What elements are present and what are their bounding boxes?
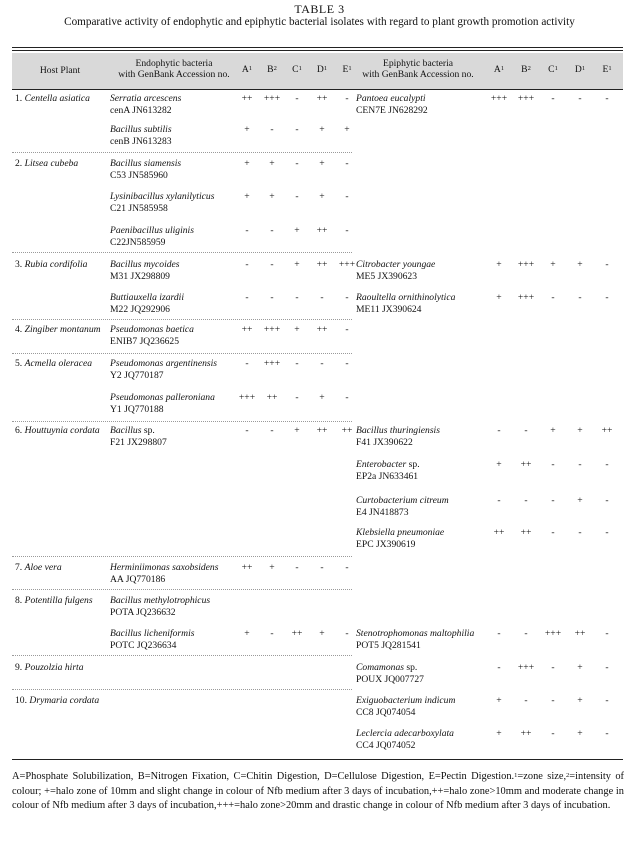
footnote-sup1: 1 [514, 772, 518, 779]
header-col-letter: E [342, 64, 349, 75]
endo-activity-c: - [295, 562, 299, 573]
epi-activity-e: - [605, 459, 609, 470]
epi-activity-b: ++ [520, 459, 532, 470]
endo-genbank-accession: C21 JN585958 [110, 203, 168, 214]
endo-activity-e: ++ [341, 425, 353, 436]
epi-activity-b: ++ [520, 527, 532, 538]
top-rule-inner [12, 50, 623, 51]
endo-genbank-accession: Y1 JQ770188 [110, 404, 164, 415]
endo-activity-c: + [294, 324, 300, 335]
epi-bacterium-name [356, 259, 435, 271]
epi-activity-d: + [577, 259, 583, 270]
endo-genbank-accession: F21 JX298807 [110, 437, 167, 448]
endo-genbank-accession: Y2 JQ770187 [110, 370, 164, 381]
header-col-letter: C [292, 64, 299, 75]
host-plant-number: 6. [15, 425, 23, 436]
header-col-letter: D [316, 64, 324, 75]
table-footnote [12, 770, 624, 814]
header-epiphytic [352, 58, 484, 80]
host-plant-name: Centella asiatica [24, 93, 90, 104]
endo-activity-a: - [245, 225, 249, 236]
host-plant [15, 695, 99, 707]
epi-activity-a: ++ [493, 527, 505, 538]
host-plant-number: 8. [15, 595, 23, 606]
host-plant [15, 93, 90, 105]
endo-activity-d: ++ [316, 425, 328, 436]
endo-bacterium-name [110, 358, 217, 370]
host-plant [15, 562, 62, 574]
endo-bacterium-name [110, 259, 180, 271]
endo-activity-a: +++ [238, 392, 256, 403]
epi-genbank-accession: EPC JX390619 [356, 539, 416, 550]
epi-activity-a: + [496, 459, 502, 470]
endo-activity-d: ++ [316, 93, 328, 104]
group-separator [12, 556, 352, 557]
epi-activity-d: - [578, 527, 582, 538]
endo-activity-b: - [270, 225, 274, 236]
endo-activity-e: +++ [338, 259, 356, 270]
epi-activity-c: - [551, 662, 555, 673]
group-separator [12, 353, 352, 354]
epi-genbank-accession: F41 JX390622 [356, 437, 413, 448]
header-endophytic-line1: Endophytic bacteria [135, 58, 213, 69]
epi-bacterium-species: Leclercia adecarboxylata [356, 728, 454, 739]
epi-activity-e: - [605, 259, 609, 270]
endo-activity-b: +++ [263, 93, 281, 104]
endo-activity-c: - [295, 93, 299, 104]
group-separator [12, 252, 352, 253]
endo-activity-c: - [295, 158, 299, 169]
footnote-part1: A=Phosphate Solubilization, B=Nitrogen Fixation, C=Chitin Digestion, D=Cellulose Digestion, E=Pectin Digestion. [12, 771, 515, 782]
host-plant [15, 324, 101, 336]
endo-activity-e: - [345, 324, 349, 335]
header-col-letter: E [602, 64, 609, 75]
epi-activity-a: - [497, 495, 501, 506]
epi-genbank-accession: ME5 JX390623 [356, 271, 418, 282]
endo-activity-b: - [270, 628, 274, 639]
epi-bacterium-species-suffix: sp. [403, 662, 418, 673]
header-endo-col-b [261, 64, 283, 75]
endo-activity-e: - [345, 225, 349, 236]
epi-bacterium-name [356, 495, 449, 507]
epi-bacterium-species-suffix: sp. [406, 459, 420, 470]
endo-activity-d: ++ [316, 225, 328, 236]
endo-genbank-accession: POTA JQ236632 [110, 607, 176, 618]
endo-activity-d: + [319, 124, 325, 135]
epi-bacterium-species: Exiguobacterium indicum [356, 695, 456, 706]
endo-activity-e: - [345, 628, 349, 639]
endo-activity-e: - [345, 191, 349, 202]
epi-bacterium-species: Enterobacter [356, 459, 407, 470]
host-plant [15, 595, 93, 607]
header-col-sup: 2 [527, 65, 531, 72]
endo-activity-c: - [295, 191, 299, 202]
endo-activity-e: - [345, 292, 349, 303]
epi-activity-b: +++ [517, 662, 535, 673]
epi-activity-c: - [551, 459, 555, 470]
host-plant [15, 259, 87, 271]
endo-genbank-accession: cenB JN613283 [110, 136, 172, 147]
endo-activity-c: ++ [291, 628, 303, 639]
header-col-letter: D [574, 64, 582, 75]
host-plant-name: Aloe vera [24, 562, 62, 573]
table-number: TABLE 3 [294, 2, 345, 16]
epi-genbank-accession: CC4 JQ074052 [356, 740, 416, 751]
epi-activity-c: - [551, 728, 555, 739]
endo-activity-e: - [345, 562, 349, 573]
epi-activity-e: ++ [601, 425, 613, 436]
epi-bacterium-name [356, 292, 455, 304]
endo-activity-b: + [269, 191, 275, 202]
endo-activity-c: + [294, 425, 300, 436]
header-col-letter: A [241, 64, 249, 75]
endo-activity-a: + [244, 628, 250, 639]
host-plant-name: Zingiber montanum [24, 324, 101, 335]
epi-activity-e: - [605, 695, 609, 706]
epi-activity-b: ++ [520, 728, 532, 739]
header-epi-col-d [569, 64, 591, 75]
epi-activity-c: - [551, 93, 555, 104]
endo-bacterium-species: Serratia arcescens [110, 93, 182, 104]
epi-bacterium-species: Curtobacterium citreum [356, 495, 449, 506]
header-bottom-rule [12, 89, 623, 90]
endo-bacterium-name [110, 292, 184, 304]
endo-bacterium-name [110, 628, 194, 640]
endo-bacterium-species: Bacillus subtilis [110, 124, 172, 135]
endo-bacterium-species: Pseudomonas argentinensis [110, 358, 218, 369]
epi-activity-e: - [605, 495, 609, 506]
endo-bacterium-species: Bacillus mycoides [110, 259, 180, 270]
top-rule [12, 47, 623, 48]
epi-activity-b: - [524, 495, 528, 506]
endo-activity-c: - [295, 124, 299, 135]
epi-bacterium-name [356, 728, 454, 740]
endo-bacterium-name [110, 425, 155, 437]
endo-bacterium-species: Bacillus [110, 425, 142, 436]
epi-activity-b: - [524, 695, 528, 706]
header-endo-col-c [286, 64, 308, 75]
endo-bacterium-name [110, 562, 218, 574]
endo-activity-b: +++ [263, 324, 281, 335]
epi-genbank-accession: E4 JN418873 [356, 507, 409, 518]
host-plant-number: 3. [15, 259, 23, 270]
endo-activity-d: - [320, 562, 324, 573]
epi-bacterium-species: Citrobacter youngae [356, 259, 436, 270]
epi-activity-a: +++ [490, 93, 508, 104]
epi-bacterium-name [356, 662, 417, 674]
endo-activity-d: + [319, 628, 325, 639]
epi-activity-d: ++ [574, 628, 586, 639]
endo-genbank-accession: cenA JN613282 [110, 105, 172, 116]
endo-activity-a: + [244, 158, 250, 169]
host-plant-number: 2. [15, 158, 23, 169]
endo-genbank-accession: AA JQ770186 [110, 574, 166, 585]
epi-bacterium-species: Comamonas [356, 662, 404, 673]
epi-activity-d: - [578, 93, 582, 104]
epi-activity-a: - [497, 662, 501, 673]
epi-activity-d: + [577, 728, 583, 739]
epi-genbank-accession: EP2a JN633461 [356, 471, 419, 482]
header-col-sup: 1 [554, 65, 558, 72]
epi-activity-a: + [496, 292, 502, 303]
endo-activity-a: - [245, 425, 249, 436]
footnote-sup2: 2 [566, 772, 570, 779]
epi-activity-b: - [524, 425, 528, 436]
endo-bacterium-name [110, 225, 194, 237]
header-col-sup: 1 [298, 65, 302, 72]
endo-genbank-accession: M22 JQ292906 [110, 304, 170, 315]
epi-bacterium-species: Bacillus thuringiensis [356, 425, 440, 436]
endo-activity-e: - [345, 358, 349, 369]
endo-activity-d: + [319, 191, 325, 202]
header-endo-col-e [336, 64, 358, 75]
endo-genbank-accession: POTC JQ236634 [110, 640, 177, 651]
endo-activity-a: ++ [241, 562, 253, 573]
host-plant [15, 425, 100, 437]
epi-bacterium-species: Klebsiella pneumoniae [356, 527, 445, 538]
epi-bacterium-name [356, 93, 426, 105]
group-separator [12, 421, 352, 422]
header-col-letter: C [548, 64, 555, 75]
epi-bacterium-name [356, 459, 420, 471]
host-plant-name: Potentilla fulgens [24, 595, 93, 606]
group-separator [12, 689, 352, 690]
header-col-sup: 2 [273, 65, 277, 72]
table-caption: Comparative activity of endophytic and epiphytic bacterial isolates with regard to plant growth promotion activity [64, 16, 575, 28]
endo-bacterium-species: Bacillus methylotrophicus [110, 595, 211, 606]
epi-activity-d: - [578, 292, 582, 303]
epi-bacterium-species: Pantoea eucalypti [356, 93, 426, 104]
endo-activity-e: - [345, 158, 349, 169]
endo-activity-d: - [320, 292, 324, 303]
epi-activity-b: - [524, 628, 528, 639]
endo-bacterium-name [110, 124, 172, 136]
endo-activity-a: + [244, 191, 250, 202]
endo-activity-c: - [295, 358, 299, 369]
host-plant-number: 1. [15, 93, 23, 104]
epi-genbank-accession: CC8 JQ074054 [356, 707, 416, 718]
group-separator [12, 319, 352, 320]
endo-activity-a: + [244, 124, 250, 135]
endo-activity-d: - [320, 358, 324, 369]
endo-activity-a: ++ [241, 93, 253, 104]
endo-bacterium-species-suffix: sp. [141, 425, 155, 436]
epi-activity-d: - [578, 459, 582, 470]
epi-activity-d: + [577, 695, 583, 706]
endo-genbank-accession: C53 JN585960 [110, 170, 168, 181]
endo-bacterium-name [110, 158, 181, 170]
epi-bacterium-name [356, 628, 474, 640]
epi-activity-a: + [496, 695, 502, 706]
endo-activity-b: - [270, 425, 274, 436]
endo-bacterium-name [110, 392, 215, 404]
header-epiphytic-line2: with GenBank Accession no. [362, 69, 474, 80]
endo-activity-b: - [270, 292, 274, 303]
header-col-letter: B [521, 64, 528, 75]
host-plant [15, 358, 92, 370]
endo-bacterium-species: Paenibacillus uliginis [110, 225, 194, 236]
host-plant-number: 4. [15, 324, 23, 335]
header-col-letter: B [267, 64, 274, 75]
epi-activity-b: +++ [517, 292, 535, 303]
header-epi-col-b [515, 64, 537, 75]
endo-activity-c: + [294, 259, 300, 270]
epi-activity-a: - [497, 425, 501, 436]
epi-activity-c: + [550, 259, 556, 270]
epi-genbank-accession: POT5 JQ281541 [356, 640, 421, 651]
endo-bacterium-species: Pseudomonas palleroniana [110, 392, 215, 403]
epi-activity-c: - [551, 495, 555, 506]
header-endophytic-line2: with GenBank Accession no. [118, 69, 230, 80]
endo-activity-d: + [319, 392, 325, 403]
host-plant-name: Drymaria cordata [29, 695, 100, 706]
endo-activity-c: - [295, 292, 299, 303]
host-plant-name: Pouzolzia hirta [24, 662, 84, 673]
endo-bacterium-species: Bacillus siamensis [110, 158, 182, 169]
epi-activity-e: - [605, 662, 609, 673]
group-separator [12, 589, 352, 590]
epi-activity-d: + [577, 495, 583, 506]
epi-activity-b: +++ [517, 93, 535, 104]
endo-activity-a: - [245, 259, 249, 270]
epi-activity-e: - [605, 292, 609, 303]
epi-activity-c: - [551, 292, 555, 303]
epi-genbank-accession: POUX JQ007727 [356, 674, 424, 685]
header-epiphytic-line1: Epiphytic bacteria [382, 58, 454, 69]
group-separator [12, 152, 352, 153]
endo-genbank-accession: ENIB7 JQ236625 [110, 336, 180, 347]
epi-activity-c: + [550, 425, 556, 436]
epi-activity-c: - [551, 527, 555, 538]
endo-activity-a: - [245, 358, 249, 369]
header-col-sup: 1 [500, 65, 505, 72]
header-endophytic [110, 58, 238, 80]
epi-activity-e: - [605, 93, 609, 104]
host-plant-number: 7. [15, 562, 23, 573]
epi-activity-c: +++ [544, 628, 562, 639]
endo-activity-b: +++ [263, 358, 281, 369]
endo-activity-a: ++ [241, 324, 253, 335]
endo-activity-d: + [319, 158, 325, 169]
endo-activity-b: - [270, 259, 274, 270]
header-epi-col-a [488, 64, 510, 75]
header-endo-col-a [236, 64, 258, 75]
epi-bacterium-species: Stenotrophomonas maltophilia [356, 628, 475, 639]
epi-bacterium-name [356, 695, 455, 707]
endo-bacterium-species: Lysinibacillus xylanilyticus [110, 191, 215, 202]
header-epi-col-c [542, 64, 564, 75]
endo-bacterium-name [110, 93, 181, 105]
epi-activity-e: - [605, 728, 609, 739]
epi-genbank-accession: CEN7E JN628292 [356, 105, 428, 116]
host-plant-number: 9. [15, 662, 23, 673]
epi-activity-e: - [605, 527, 609, 538]
footnote-part3: =intensity of colour; +=halo zone of 10mm and slight change in colour of Nfb medium after 3 days of incubation,++=halo zone>10mm and moderate change in colour of Nfb medium after 3 days of incubation,+++=halo zone>20mm and drastic change in colour of Nfb medium after 3 days of incubation. [12, 771, 625, 811]
epi-activity-b: +++ [517, 259, 535, 270]
host-plant-name: Litsea cubeba [24, 158, 79, 169]
endo-bacterium-species: Herminiimonas saxobsidens [110, 562, 219, 573]
endo-activity-b: - [270, 124, 274, 135]
header-col-sup: 1 [581, 65, 586, 72]
endo-activity-a: - [245, 292, 249, 303]
epi-bacterium-name [356, 425, 440, 437]
host-plant-name: Acmella oleracea [24, 358, 93, 369]
header-col-letter: A [493, 64, 501, 75]
host-plant [15, 662, 84, 674]
endo-activity-b: ++ [266, 392, 278, 403]
host-plant-number: 5. [15, 358, 23, 369]
epi-activity-c: - [551, 695, 555, 706]
epi-activity-e: - [605, 628, 609, 639]
host-plant-number: 10. [15, 695, 27, 706]
endo-activity-e: - [345, 93, 349, 104]
header-host-plant: Host Plant [39, 65, 81, 76]
host-plant-name: Houttuynia cordata [24, 425, 100, 436]
host-plant [15, 158, 78, 170]
epi-activity-a: - [497, 628, 501, 639]
endo-bacterium-name [110, 324, 194, 336]
endo-activity-e: + [344, 124, 350, 135]
endo-bacterium-species: Buttiauxella izardii [110, 292, 184, 303]
endo-activity-b: + [269, 158, 275, 169]
epi-genbank-accession: ME11 JX390624 [356, 304, 422, 315]
endo-activity-d: ++ [316, 259, 328, 270]
epi-activity-d: + [577, 425, 583, 436]
header-endo-col-d [311, 64, 333, 75]
endo-activity-e: - [345, 392, 349, 403]
epi-bacterium-name [356, 527, 444, 539]
epi-bacterium-species: Raoultella ornithinolytica [356, 292, 456, 303]
endo-bacterium-species: Pseudomonas baetica [110, 324, 194, 335]
footnote-part2: =zone size, [517, 771, 567, 782]
endo-bacterium-name [110, 595, 210, 607]
header-col-sup: 1 [348, 65, 352, 72]
endo-bacterium-species: Bacillus licheniformis [110, 628, 195, 639]
endo-activity-d: ++ [316, 324, 328, 335]
host-plant-name: Rubia cordifolia [24, 259, 88, 270]
endo-activity-c: - [295, 392, 299, 403]
header-col-sup: 1 [248, 65, 253, 72]
endo-genbank-accession: M31 JX298809 [110, 271, 170, 282]
bottom-rule [12, 759, 623, 760]
header-col-sup: 1 [608, 65, 612, 72]
epi-activity-a: + [496, 728, 502, 739]
endo-activity-b: + [269, 562, 275, 573]
header-col-sup: 1 [323, 65, 328, 72]
group-separator [12, 655, 352, 656]
epi-activity-a: + [496, 259, 502, 270]
epi-activity-d: + [577, 662, 583, 673]
endo-activity-c: + [294, 225, 300, 236]
endo-bacterium-name [110, 191, 214, 203]
endo-genbank-accession: C22JN585959 [110, 237, 166, 248]
header-epi-col-e [596, 64, 618, 75]
